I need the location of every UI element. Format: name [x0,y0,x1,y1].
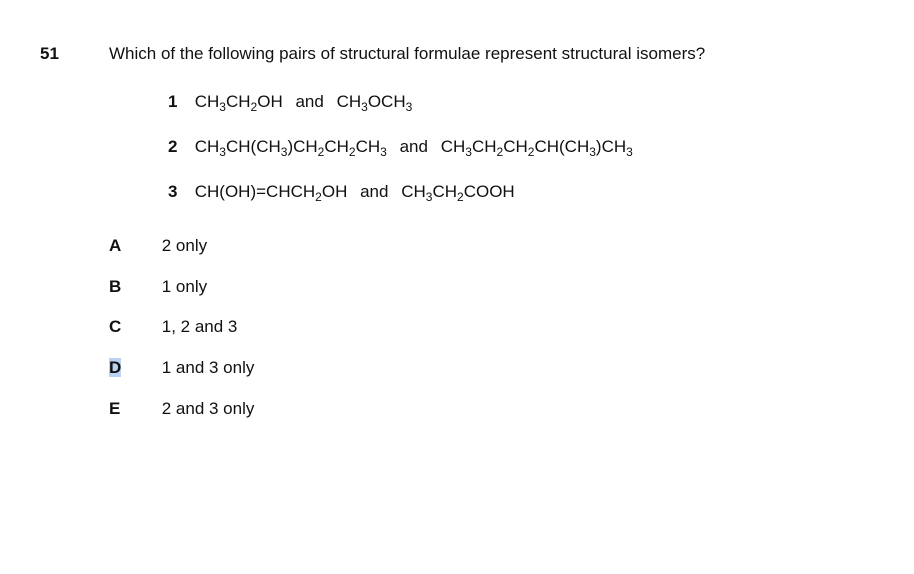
option-a[interactable] [109,236,207,256]
option-letter: A [109,236,122,255]
statement-3 [168,182,515,202]
conjunction: and [295,92,324,111]
option-text: 2 and 3 only [161,399,255,418]
option-d[interactable] [109,358,254,378]
option-text: 1, 2 and 3 [161,317,238,336]
statement-number: 2 [168,137,178,156]
formula-right: $CH_3OCH_3$ [336,92,413,114]
conjunction: and [360,182,389,201]
statement-number: 3 [168,182,178,201]
option-text: 2 only [161,236,208,255]
statement-number: 1 [168,92,178,111]
option-letter: D [109,358,122,377]
option-letter: B [109,277,122,296]
option-text: 1 only [161,277,208,296]
option-b[interactable] [109,277,207,297]
option-text: 1 and 3 only [161,358,255,377]
conjunction: and [399,137,428,156]
formula-right: $CH_3CH_2COOH$ [401,182,515,204]
option-e[interactable] [109,399,254,419]
question-number: 51 [40,44,59,63]
option-letter: C [109,317,122,336]
formula-right: $CH_3CH_2CH_2CH(CH_3)CH_3$ [440,137,633,159]
formula-left: $CH(OH)=CHCH_2OH$ [194,182,348,204]
statement-1 [168,92,412,112]
option-letter: E [109,399,121,418]
statement-2 [168,137,633,157]
formula-left: $CH_3CH_2OH$ [194,92,283,114]
question-stem: Which of the following pairs of structural formulae represent structural isomers? [109,44,706,63]
formula-left: $CH_3CH(CH_3)CH_2CH_2CH_3$ [194,137,387,159]
option-c[interactable] [109,317,237,337]
